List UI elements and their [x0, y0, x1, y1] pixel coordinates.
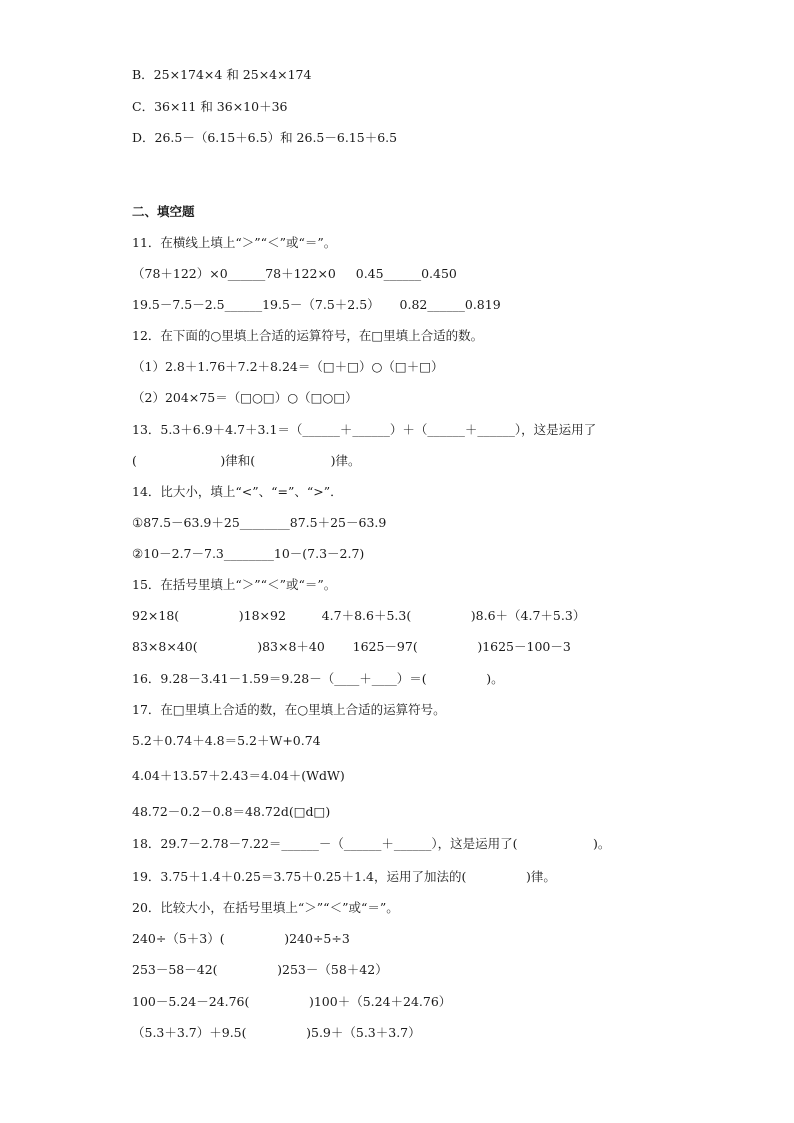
question-13-continuation: ( )律和( )律。: [132, 453, 361, 468]
option-b: B．25×174×4 和 25×4×174: [132, 67, 312, 82]
question-15-row-2: 83×8×40( )83×8＋40 1625－97( )1625－100－3: [132, 639, 571, 654]
question-13-stem: 13．5.3＋6.9＋4.7＋3.1＝（______＋______）＋（______＋______），这是运用了: [132, 422, 597, 437]
question-19: 19．3.75＋1.4＋0.25＝3.75＋0.25＋1.4，运用了加法的( )律。: [132, 869, 556, 884]
question-18: 18．29.7－2.78－7.22＝______－（______＋______），这是运用了( )。: [132, 836, 611, 851]
question-17-row-1: 5.2＋0.74＋4.8＝5.2＋W+0.74: [132, 733, 321, 748]
question-17-row-2: 4.04＋13.57＋2.43＝4.04＋(WdW): [132, 768, 345, 783]
question-14-item-1: ①87.5－63.9＋25________87.5＋25－63.9: [132, 515, 387, 530]
question-15-stem: 15．在括号里填上“＞”“＜”或“＝”。: [132, 577, 337, 592]
question-20-row-4: （5.3＋3.7）＋9.5( )5.9＋（5.3＋3.7）: [132, 1025, 421, 1040]
option-d: D．26.5－（6.15＋6.5）和 26.5－6.15＋6.5: [132, 130, 398, 145]
question-14-item-2: ②10－2.7－7.3________10－(7.3－2.7): [132, 546, 365, 561]
question-11-row-2: 19.5－7.5－2.5______19.5－（7.5＋2.5） 0.82______0.819: [132, 297, 501, 312]
question-15-row-1: 92×18( )18×92 4.7＋8.6＋5.3( )8.6＋（4.7＋5.3）: [132, 608, 586, 623]
question-20-row-3: 100－5.24－24.76( )100＋（5.24＋24.76）: [132, 994, 452, 1009]
question-16: 16．9.28－3.41－1.59＝9.28－（____＋____）＝( )。: [132, 671, 504, 686]
question-11-stem: 11．在横线上填上“＞”“＜”或“＝”。: [132, 235, 337, 250]
question-17-stem: 17．在□里填上合适的数，在○里填上合适的运算符号。: [132, 702, 446, 717]
question-20-stem: 20．比较大小，在括号里填上“＞”“＜”或“＝”。: [132, 900, 399, 915]
question-17-row-3: 48.72－0.2－0.8＝48.72d(□d□): [132, 804, 331, 819]
question-12-part-1: （1）2.8＋1.76＋7.2＋8.24＝（□＋□）○（□＋□）: [132, 359, 444, 374]
question-20-row-2: 253－58－42( )253－（58＋42）: [132, 962, 388, 977]
question-12-stem: 12．在下面的○里填上合适的运算符号，在□里填上合适的数。: [132, 328, 484, 343]
question-20-row-1: 240÷（5＋3）( )240÷5÷3: [132, 931, 350, 946]
section-title: 二、填空题: [132, 204, 195, 219]
option-c: C．36×11 和 36×10＋36: [132, 99, 288, 114]
question-12-part-2: （2）204×75＝（□○□）○（□○□）: [132, 390, 358, 405]
question-11-row-1: （78＋122）×0______78＋122×0 0.45______0.450: [132, 266, 457, 281]
question-14-stem: 14．比大小，填上“<”、“=”、“>”．: [132, 484, 343, 499]
